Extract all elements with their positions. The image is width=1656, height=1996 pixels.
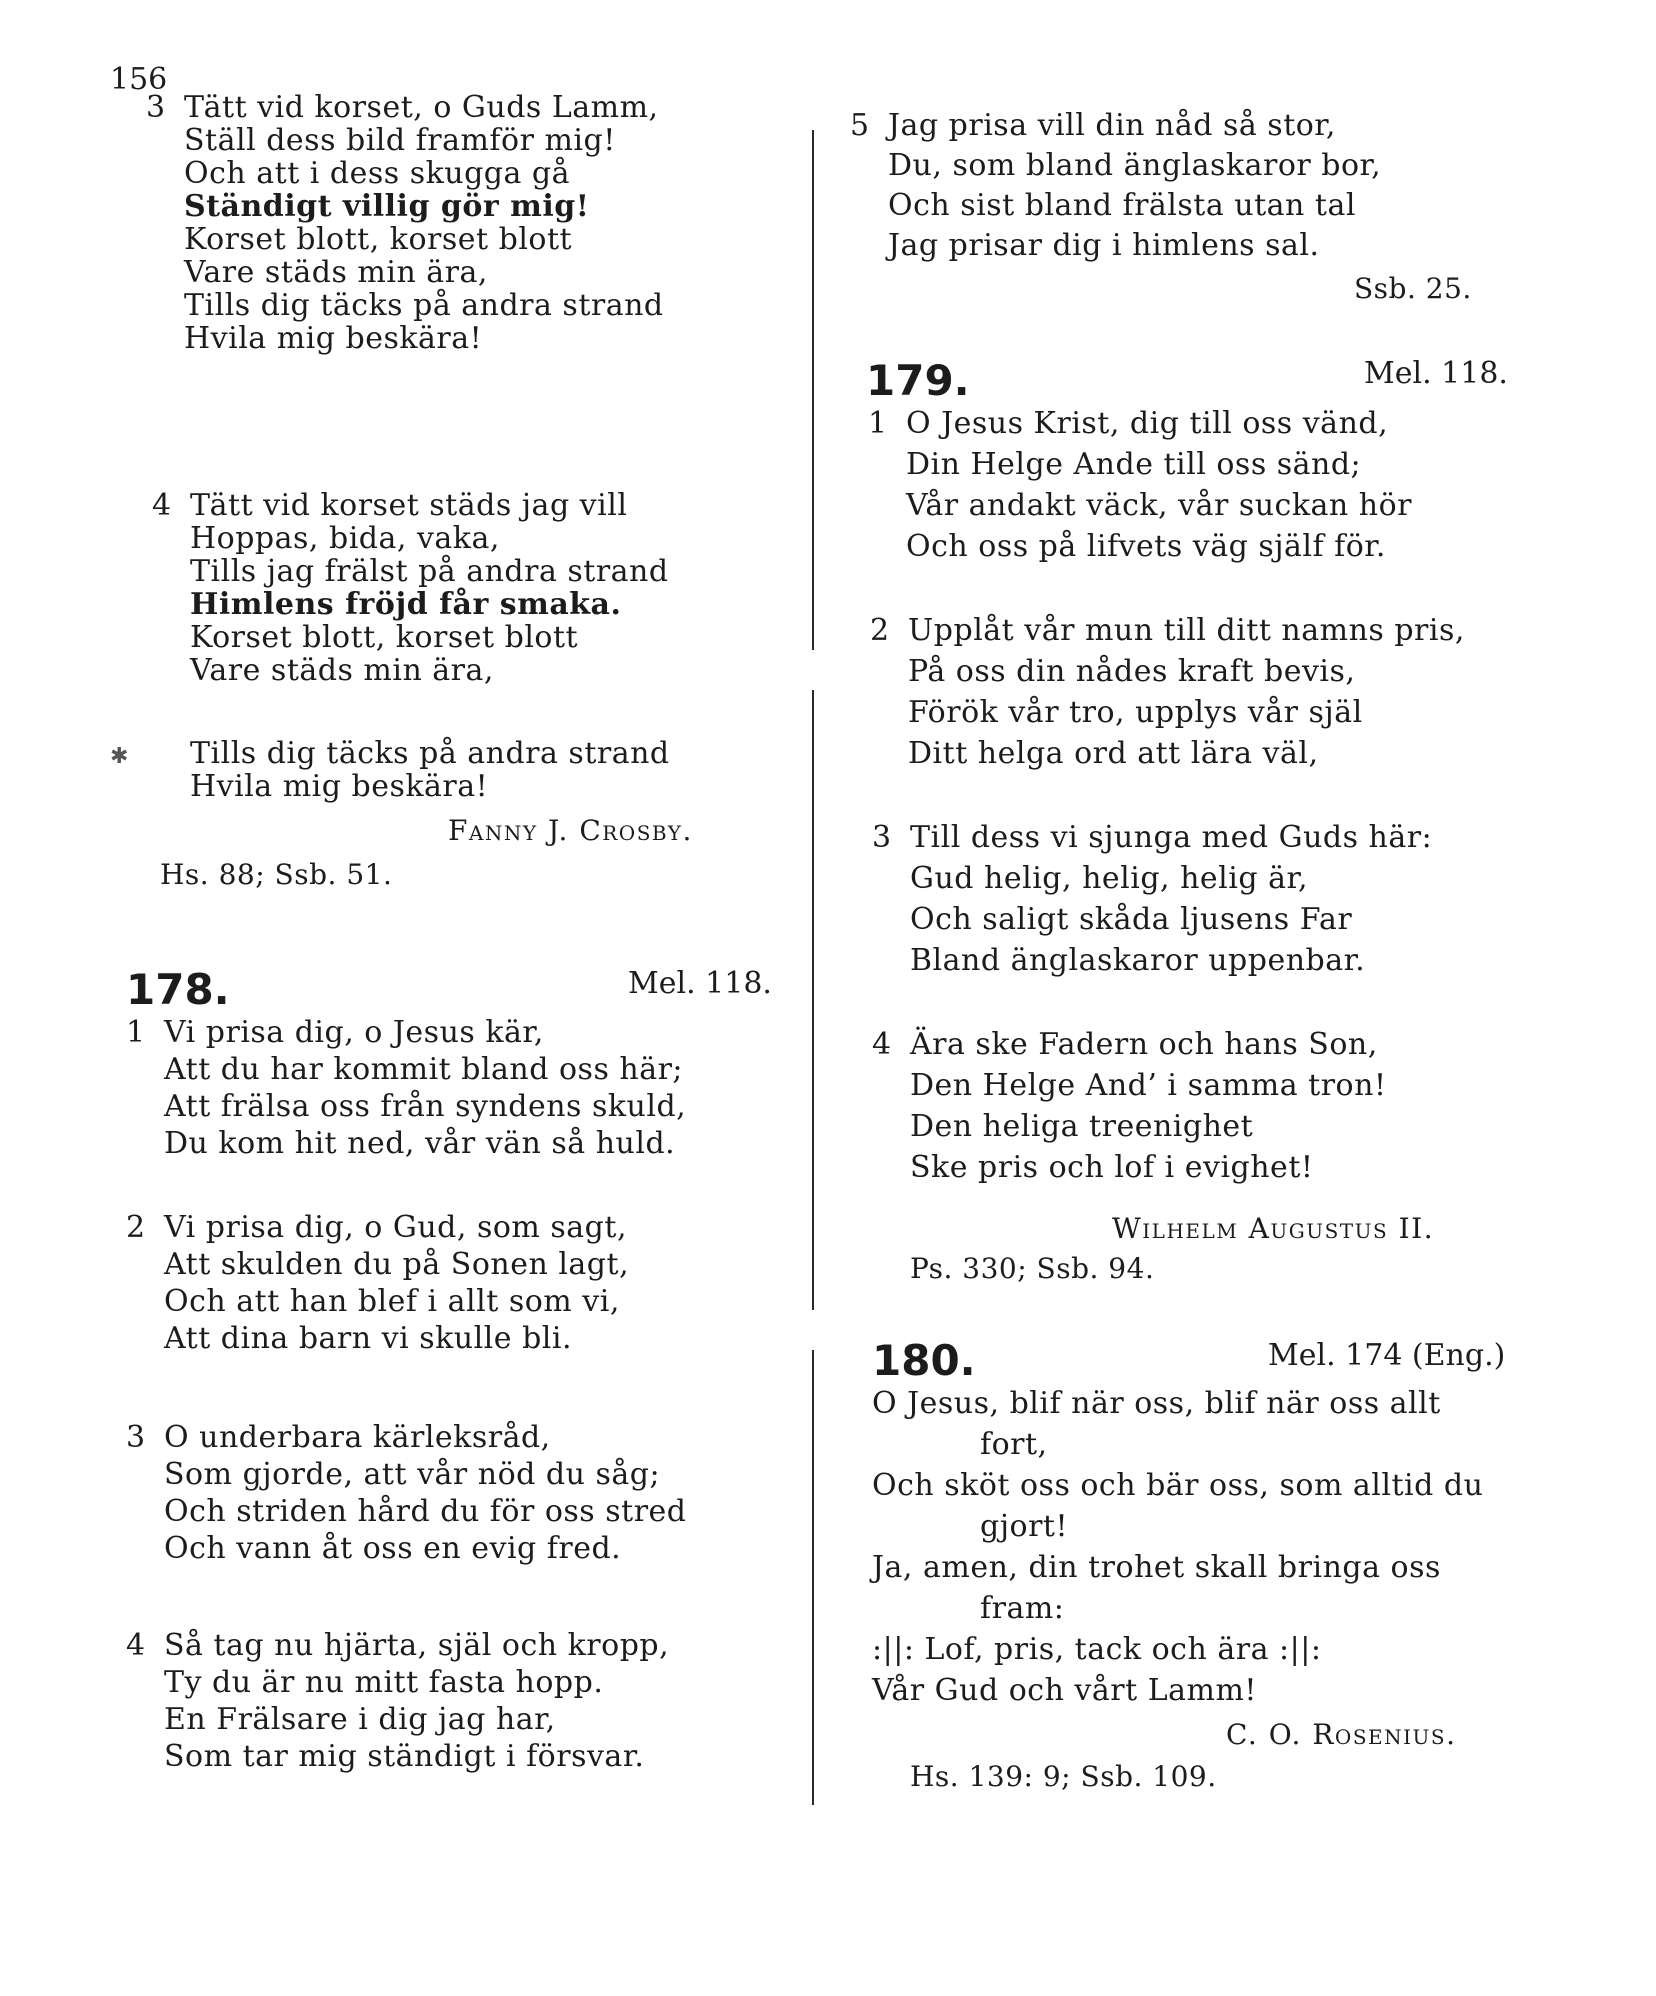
reference: Hs. 139: 9; Ssb. 109. [910, 1760, 1217, 1793]
verse-line: Och oss på lifvets väg själf för. [906, 529, 1386, 564]
verse-line: Tills jag frälst på andra strand [190, 554, 669, 589]
page-number: 156 [110, 62, 168, 97]
margin-mark-icon: ✱ [110, 744, 129, 769]
verse-line: 4 Så tag nu hjärta, själ och kropp, [126, 1628, 670, 1663]
verse-line: 2 Upplåt vår mun till ditt namns pris, [870, 613, 1465, 648]
verse-line: 1 O Jesus Krist, dig till oss vänd, [868, 406, 1389, 441]
hymn-number: 180. [872, 1336, 976, 1385]
verse-line: Som tar mig ständigt i försvar. [164, 1739, 645, 1774]
melody-reference: Mel. 118. [628, 966, 772, 1001]
verse-line: 3 Till dess vi sjunga med Guds här: [872, 820, 1433, 855]
verse-line: Ställ dess bild framför mig! [184, 123, 616, 158]
verse-line: Korset blott, korset blott [184, 222, 573, 257]
verse-line: 3 O underbara kärleksråd, [126, 1420, 551, 1455]
author: Fanny J. Crosby. [448, 814, 693, 847]
melody-reference: Mel. 174 (Eng.) [1268, 1338, 1506, 1373]
verse-line: Ske pris och lof i evighet! [910, 1150, 1314, 1185]
verse-line: Den heliga treenighet [910, 1109, 1254, 1144]
verse-line: 3 Tätt vid korset, o Guds Lamm, [146, 90, 659, 125]
verse-line: Ständigt villig gör mig! [184, 189, 590, 224]
verse-line: Vår andakt väck, vår suckan hör [906, 488, 1413, 523]
verse-line: Att dina barn vi skulle bli. [164, 1321, 572, 1356]
verse-line: Vare städs min ära, [184, 255, 488, 290]
verse-line: :||: Lof, pris, tack och ära :||: [872, 1632, 1322, 1667]
reference: Ps. 330; Ssb. 94. [910, 1252, 1155, 1285]
verse-line: Vår Gud och vårt Lamm! [872, 1673, 1257, 1708]
verse-line: Och sköt oss och bär oss, som alltid du [872, 1468, 1484, 1503]
verse-line: Bland änglaskaror uppenbar. [910, 943, 1366, 978]
reference: Hs. 88; Ssb. 51. [160, 858, 393, 891]
verse-line: Att skulden du på Sonen lagt, [164, 1247, 630, 1282]
verse-line: fort, [980, 1427, 1048, 1462]
hymn-number: 179. [866, 356, 970, 405]
verse-line: Och vann åt oss en evig fred. [164, 1531, 622, 1566]
verse-line: Du, som bland änglaskaror bor, [888, 148, 1382, 183]
verse-line: O Jesus, blif när oss, blif när oss allt [872, 1386, 1441, 1421]
verse-line: Som gjorde, att vår nöd du såg; [164, 1457, 661, 1492]
verse-line: Och striden hård du för oss stred [164, 1494, 687, 1529]
verse-line: Att frälsa oss från syndens skuld, [164, 1089, 687, 1124]
verse-line: Ty du är nu mitt fasta hopp. [164, 1665, 604, 1700]
verse-line: Hvila mig beskära! [190, 769, 489, 804]
verse-line: Och saligt skåda ljusens Far [910, 902, 1353, 937]
verse-line: gjort! [980, 1509, 1069, 1544]
verse-line: Din Helge Ande till oss sänd; [906, 447, 1362, 482]
verse-line: 4 Ära ske Fadern och hans Son, [872, 1027, 1378, 1062]
verse-line: Korset blott, korset blott [190, 620, 579, 655]
column-divider [812, 1350, 814, 1805]
verse-line: Och att han blef i allt som vi, [164, 1284, 620, 1319]
verse-line: Gud helig, helig, helig är, [910, 861, 1309, 896]
author: Wilhelm Augustus II. [1112, 1212, 1435, 1245]
verse-line: 1 Vi prisa dig, o Jesus kär, [126, 1015, 544, 1050]
verse-line: Hvila mig beskära! [184, 321, 483, 356]
verse-line: Och att i dess skugga gå [184, 156, 571, 191]
verse-line: Du kom hit ned, vår vän så huld. [164, 1126, 676, 1161]
verse-line: 5 Jag prisa vill din nåd så stor, [850, 108, 1336, 143]
verse-line: Hoppas, bida, vaka, [190, 521, 500, 556]
verse-line: 2 Vi prisa dig, o Gud, som sagt, [126, 1210, 627, 1245]
melody-reference: Mel. 118. [1364, 356, 1508, 391]
verse-line: En Frälsare i dig jag har, [164, 1702, 556, 1737]
hymn-number: 178. [126, 965, 230, 1014]
verse-line: Att du har kommit bland oss här; [164, 1052, 684, 1087]
verse-line: Tills dig täcks på andra strand [190, 736, 670, 771]
verse-line: Himlens fröjd får smaka. [190, 587, 622, 622]
verse-line: Vare städs min ära, [190, 653, 494, 688]
verse-line: 4 Tätt vid korset städs jag vill [152, 488, 628, 523]
verse-line: Jag prisar dig i himlens sal. [888, 228, 1320, 263]
verse-line: Tills dig täcks på andra strand [184, 288, 664, 323]
column-divider [812, 690, 814, 1310]
verse-line: Ja, amen, din trohet skall bringa oss [872, 1550, 1441, 1585]
author: C. O. Rosenius. [1226, 1718, 1457, 1751]
verse-line: Ditt helga ord att lära väl, [908, 736, 1319, 771]
column-divider [812, 130, 814, 650]
verse-line: Den Helge And’ i samma tron! [910, 1068, 1387, 1103]
reference: Ssb. 25. [1354, 272, 1472, 305]
verse-line: fram: [980, 1591, 1065, 1626]
verse-line: På oss din nådes kraft bevis, [908, 654, 1356, 689]
verse-line: Och sist bland frälsta utan tal [888, 188, 1356, 223]
verse-line: Förök vår tro, upplys vår själ [908, 695, 1363, 730]
